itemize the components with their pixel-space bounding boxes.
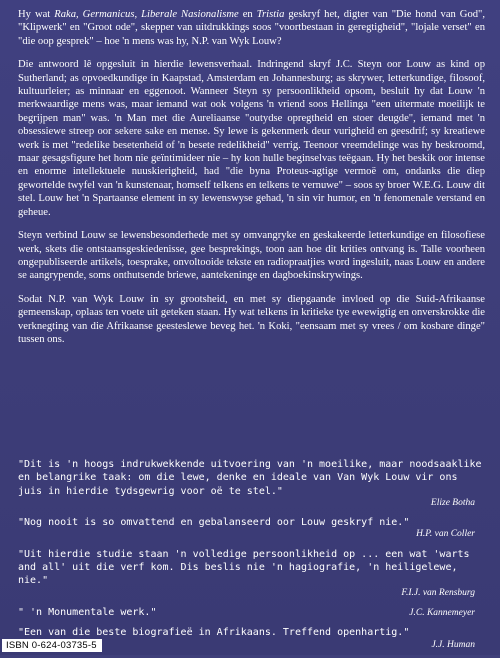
quote-author: H.P. van Coller: [416, 529, 475, 540]
separator: ,: [76, 9, 83, 20]
quote-text: "Uit hierdie studie staan 'n volledige persoonlikheid op ... een wat 'warts and all' uit die verf kom. Dis beslis nie 'n hagiografie, 'n heiligelewe, nie.": [18, 548, 470, 587]
quote-text: "Dit is 'n hoogs indrukwekkende uitvoering van 'n moeilike, maar noodsaaklike en belangrike taak: om die lewe, denke en ideale van Van Wyk Louw vir ons juis in hierdie tydsgewrig voor oë te stel.": [18, 459, 482, 497]
work-title: Raka: [54, 9, 77, 20]
review-quote: [18, 606, 485, 620]
quote-author: J.J. Human: [431, 639, 475, 650]
quote-text: "Een van die beste biografieë in Afrikaans. Treffend openhartig.": [18, 627, 410, 639]
body-paragraph: Die antwoord lê opgesluit in hierdie lewensverhaal. Indringend skryf J.C. Steyn oor Louw as kind op Sutherland; as opvoedkundige in Kaapstad, Amsterdam en Johannesburg; as skrywer, letterkundige, filosoof, kultuurleier; as minnaar en eggenoot. Wanneer Steyn sy persoonlikheid opsom, besluit hy dat Louw 'n merkwaardige mens was, maar iemand wat ook volgens 'n vriend soos Hellinga "een uitermate moeilijk te begrijpen man" was. 'n Man met die Aureliaanse "outydse opregtheid en stoer deugde", iemand met 'n obsessiewe streep oor sekere sake en mense. Sy lewe is gekenmerk deur vurigheid en geesdrif; sy kreatiewe werk is met "redelike besetenheid of 'n besete redelikheid" verrig. Teenoor vreemdelinge was hy beskroomd, maar gesagsfigure het hom nie geïntimideer nie – hy kon hulle beginselvas teëgaan. Hy het beskik oor intense en enorme intellektuele nuuskierigheid, had "die byna Proteus-agtige vermoë om, ondanks die diep gewortelde twyfel van 'n kunstenaar, homself telkens en telkens te vernuwe" – soos sy broer W.E.G. Louw dit stel. Louw het 'n Spartaanse element in sy lewenswyse gehad, 'n sin vir humor, en 'n fenomenale verstand en geheue.: [18, 59, 485, 218]
separator: ,: [134, 9, 142, 20]
quote-author: Elize Botha: [430, 497, 475, 508]
quote-text: " 'n Monumentale werk.": [18, 606, 157, 618]
work-title: Liberale Nasionalisme: [141, 9, 239, 20]
intro-post: geskryf het, digter van "Die hond van God", "Klipwerk" en "Groot ode", skepper van uitdrukkings soos "voortbestaan in geregtigheid", "lojale verset" en "die oop gesprek" – hoe 'n mens was hy, N.P. van Wyk Louw?: [18, 9, 486, 47]
review-quote: [18, 548, 485, 600]
isbn-label: ISBN 0-624-03735-5: [2, 639, 102, 652]
review-quote: [18, 458, 485, 510]
body-paragraph: Steyn verbind Louw se lewensbesonderhede met sy omvangryke en geskakeerde letterkundige en filosofiese werk, skets die ontstaansgeskiedenisse, gee besprekings, toon aan hoe dit krities ontvang is. Talle voorheen ongepubliseerde artikels, toesprake, onvoltooide tekste en radiopraatjies word ingesluit, naas Louw en andere se aangrypende, soms onthutsende briewe, aantekeninge en dagboekinskrywings.: [18, 230, 485, 282]
work-title: Tristia: [256, 9, 285, 20]
separator: en: [238, 9, 257, 20]
quote-author: J.C. Kannemeyer: [409, 607, 475, 618]
work-title: Germanicus: [82, 9, 135, 20]
body-paragraph: Sodat N.P. van Wyk Louw in sy grootsheid, en met sy diepgaande invloed op die Suid-Afrikaanse gemeenskap, oplaas ten voete uit geteken staan. Hy wat telkens in kritieke tye ewewigtig en onverskrokke die verknegting van die Afrikaanse geesteslewe beveg het. 'n Koki, "eensaam met sy vrees / om kosbare dinge" tussen ons.: [18, 293, 485, 345]
quote-author: F.I.J. van Rensburg: [401, 587, 475, 598]
review-quotes: [18, 458, 485, 658]
quote-text: "Nog nooit is so omvattend en gebalanseerd oor Louw geskryf nie.": [18, 517, 410, 529]
intro-pre: Hy wat: [18, 9, 55, 20]
intro-paragraph: [18, 8, 485, 48]
blurb: [18, 8, 485, 356]
review-quote: [18, 516, 485, 542]
